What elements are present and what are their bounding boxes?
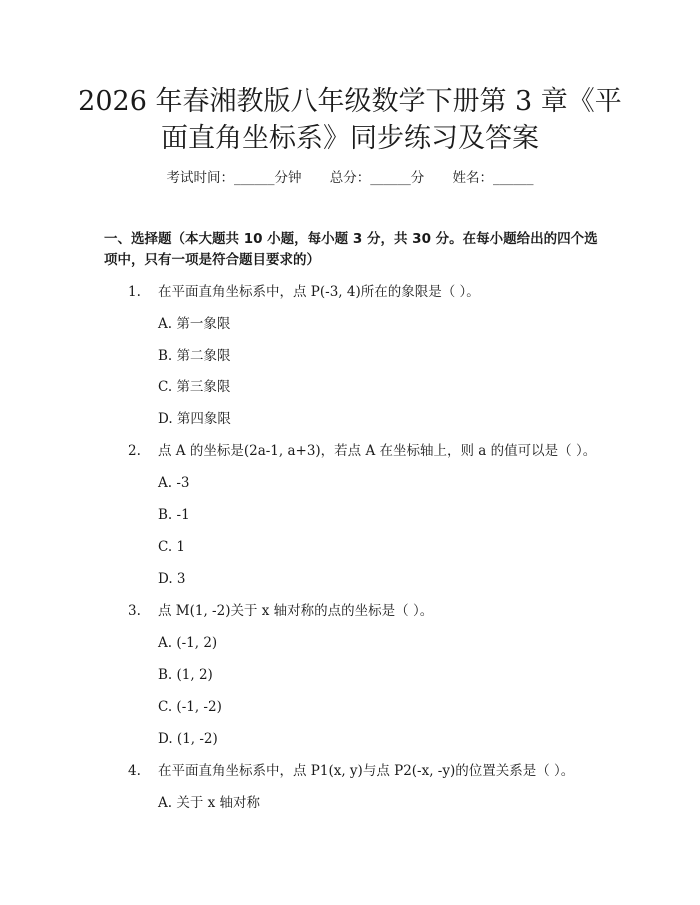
question-number: 4. bbox=[128, 763, 141, 779]
question-1-option-c: C. 第三象限 bbox=[158, 379, 231, 395]
question-1-option-d: D. 第四象限 bbox=[158, 411, 231, 427]
exam-time: 考试时间：______分钟 bbox=[166, 170, 302, 186]
question-number: 3. bbox=[128, 603, 141, 619]
question-text: 在平面直角坐标系中，点 P1(x, y)与点 P2(-x, -y)的位置关系是（ ）。 bbox=[158, 763, 575, 779]
question-3-option-d: D. (1, -2) bbox=[158, 731, 218, 747]
question-text: 点 A 的坐标是(2a-1, a+3)，若点 A 在坐标轴上，则 a 的值可以是（ ）。 bbox=[158, 443, 597, 459]
student-name: 姓名：______ bbox=[452, 170, 534, 186]
question-number: 2. bbox=[128, 443, 141, 459]
question-1-option-b: B. 第二象限 bbox=[158, 348, 231, 364]
question-4 bbox=[128, 761, 574, 781]
exam-total-score: 总分：______分 bbox=[329, 170, 425, 186]
question-3-option-c: C. (-1, -2) bbox=[158, 699, 222, 715]
question-text: 在平面直角坐标系中，点 P(-3, 4)所在的象限是（ ）。 bbox=[158, 284, 480, 300]
question-2-option-c: C. 1 bbox=[158, 539, 186, 555]
question-4-option-a: A. 关于 x 轴对称 bbox=[158, 795, 261, 811]
question-2 bbox=[128, 441, 596, 461]
document-title-line1: 2026 年春湘教版八年级数学下册第 3 章《平 bbox=[78, 86, 622, 117]
question-1 bbox=[128, 282, 480, 302]
question-2-option-b: B. -1 bbox=[158, 507, 190, 523]
exam-meta bbox=[0, 168, 700, 188]
question-2-option-a: A. -3 bbox=[158, 475, 190, 491]
section-header-line2: 项中，只有一项是符合题目要求的） bbox=[104, 252, 320, 268]
question-number: 1. bbox=[128, 284, 141, 300]
question-2-option-d: D. 3 bbox=[158, 571, 186, 587]
question-3-option-b: B. (1, 2) bbox=[158, 667, 213, 683]
question-text: 点 M(1, -2)关于 x 轴对称的点的坐标是（ ）。 bbox=[158, 603, 434, 619]
question-1-option-a: A. 第一象限 bbox=[158, 316, 231, 332]
question-3 bbox=[128, 601, 433, 621]
document-title-line2: 面直角坐标系》同步练习及答案 bbox=[161, 123, 539, 154]
question-3-option-a: A. (-1, 2) bbox=[158, 635, 218, 651]
section-header-line1: 一、选择题（本大题共 10 小题，每小题 3 分，共 30 分。在每小题给出的四个选 bbox=[104, 231, 598, 247]
